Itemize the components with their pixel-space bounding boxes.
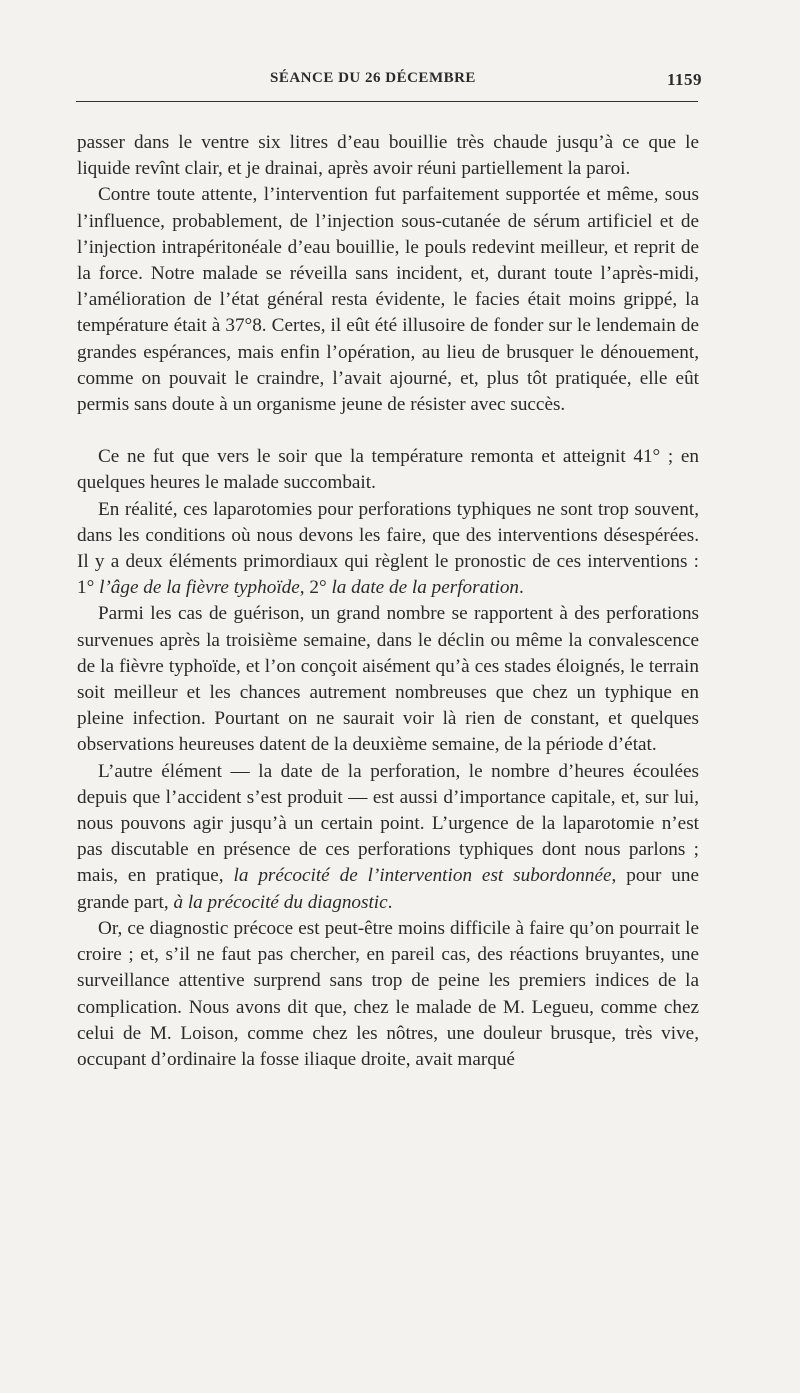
italic-text: l’âge de la fièvre typhoïde	[99, 577, 300, 599]
page-number: 1159	[666, 70, 702, 89]
italic-text: la date de la perforation	[331, 577, 520, 599]
text-segment: Or, ce diagnostic précoce est peut-être moins difficile à faire qu’on pourrait le croire ; et, s’il ne faut pas chercher, en pareil cas, des réactions bruyantes, une surveillance attentive surprend sans trop de peine les premiers indices de la complication. Nous avons dit que, chez le malade de M. Legueu, comme chez celui de M. Loison, comme chez les nôtres, une douleur brusque, très vive, occupant d’ordinaire la fosse iliaque droite, avait marqué	[77, 917, 699, 1070]
paragraph	[77, 916, 699, 1073]
header-title: SÉANCE DU 26 DÉCEMBRE	[270, 70, 476, 86]
text-segment: Ce ne fut que vers le soir que la température remonta et atteignit 41° ; en quelques heures le malade succombait.	[77, 446, 699, 494]
text-segment: Contre toute attente, l’intervention fut parfaitement supportée et même, sous l’influence, probablement, de l’injection sous-cutanée de sérum artificiel et de l’injection intrapéritonéale d’eau bouillie, le pouls redevint meilleur, et reprit de la force. Notre malade se réveilla sans incident, et, durant toute l’après-midi, l’amélioration de l’état général resta évidente, le facies était moins grippé, la température était à 37°8. Certes, il eût été illusoire de fonder sur le lendemain de grandes espérances, mais enfin l’opération, au lieu de brusquer le dénouement, comme on pouvait le craindre, l’avait ajourné, et, plus tôt pratiquée, elle eût permis sans doute à un organisme jeune de résister avec succès.	[77, 184, 699, 416]
text-segment: .	[519, 577, 524, 599]
text-segment: , 2°	[299, 577, 332, 599]
text-segment: Parmi les cas de guérison, un grand nombre se rapportent à des perforations survenues après la troisième semaine, dans le déclin ou même la convalescence de la fièvre typhoïde, et l’on conçoit aisément qu’à ces stades éloignés, le terrain soit meilleur et les chances autrement nombreuses que chez un typhique en pleine infection. Pourtant on ne saurait voir là rien de constant, et quelques observations heureuses datent de la deuxième semaine, de la période d’état.	[77, 603, 699, 756]
text-segment: L’autre élément — la date de la perforation, le nombre d’heures écoulées depuis que l’accident s’est produit — est aussi d’importance capitale, et, sur lui, nous pouvons agir jusqu’à un certain point. L’urgence de la laparotomie n’est pas discutable en présence de ces perforations typhiques dont nous parlons ; mais, en pratique,	[77, 760, 699, 887]
italic-text: la précocité de l’intervention est subordonnée	[233, 865, 612, 887]
paragraph	[77, 497, 699, 602]
paragraph	[77, 759, 699, 916]
paragraph	[77, 444, 699, 496]
italic-text: à la précocité du diagnostic	[173, 891, 388, 913]
text-segment: En réalité, ces laparotomies pour perforations typhiques ne sont trop souvent, dans les conditions où nous devons les faire, que des interventions désespérées. Il y a deux éléments primordiaux qui règlent le pronostic de ces interventions : 1°	[77, 498, 699, 599]
paragraph	[77, 601, 699, 758]
paragraph	[77, 182, 699, 418]
text-segment: .	[387, 891, 393, 913]
text-segment: passer dans le ventre six litres d’eau bouillie très chaude jusqu’à ce que le liquide revînt clair, et je drainai, après avoir réuni partiellement la paroi.	[77, 132, 699, 180]
text-segment: , pour une grande part,	[77, 865, 700, 913]
header-rule	[76, 101, 698, 102]
body-text	[77, 130, 699, 1073]
paragraph	[77, 130, 699, 182]
